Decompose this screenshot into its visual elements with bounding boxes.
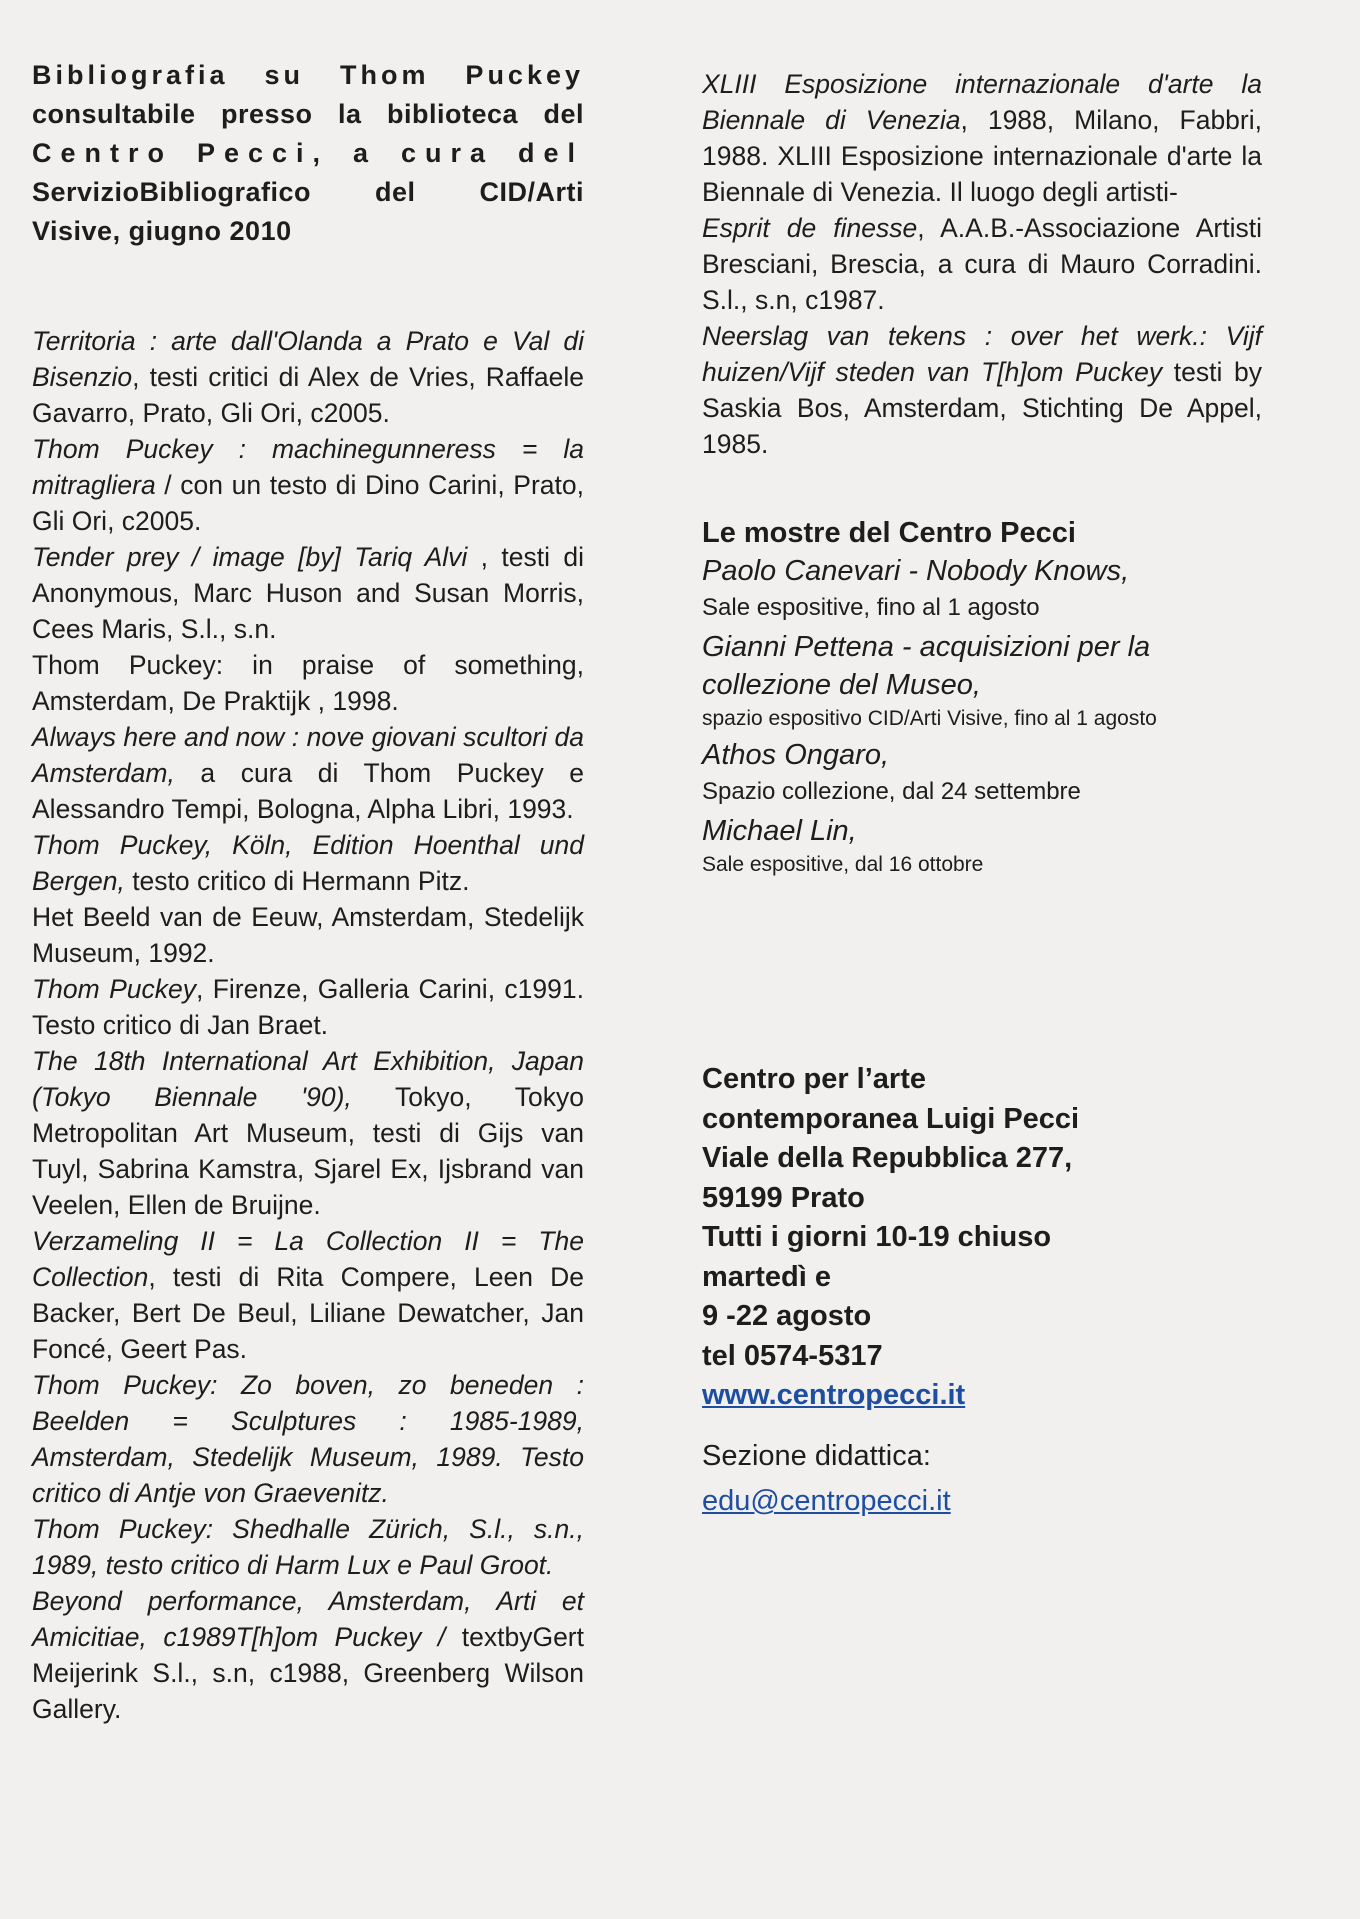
- entry-title: The 18th International Art Exhibition, Japan (Tokyo Biennale '90),: [32, 1046, 584, 1112]
- contact-line: Viale della Repubblica 277,: [702, 1142, 1073, 1174]
- show-name: Michael Lin,: [702, 815, 857, 847]
- heading-line: ServizioBibliografico del CID/Arti: [32, 177, 584, 207]
- show-detail: Sale espositive, dal 16 ottobre: [702, 853, 984, 876]
- entry-details: testi by Saskia Bos, Amsterdam, Stichting De Appel, 1985.: [702, 357, 1262, 459]
- entry-details: , A.A.B.-Associazione Artisti Bresciani, Brescia, a cura di Mauro Corradini. S.l., s.n, c1987.: [702, 213, 1262, 315]
- bibliography-entry: [32, 1511, 584, 1583]
- shows-list: [702, 552, 1262, 880]
- bibliography-heading: [32, 56, 584, 251]
- bibliography-entry: [32, 1043, 584, 1223]
- entry-title: Thom Puckey: Zo boven, zo beneden : Beelden = Sculptures : 1985-1989, Amsterdam, Stedelijk Museum, 1989. Testo critico di Antje von Graevenitz.: [32, 1370, 584, 1508]
- entry-details: , testi critici di Alex de Vries, Raffaele Gavarro, Prato, Gli Ori, c2005.: [32, 362, 584, 428]
- heading-line: Visive, giugno 2010: [32, 216, 292, 246]
- email-link[interactable]: edu@centropecci.it: [702, 1485, 951, 1517]
- entry-title: Esprit de finesse: [702, 213, 918, 243]
- entry-details: , 1988, Milano, Fabbri, 1988. XLIII Esposizione internazionale d'arte la Biennale di Venezia. Il luogo degli artisti-: [702, 105, 1262, 207]
- heading-line: Bibliografia su Thom Puckey: [32, 60, 584, 90]
- didactic-label: Sezione didattica:: [702, 1440, 931, 1472]
- contact-line: Centro per l’arte: [702, 1063, 926, 1095]
- show-name: Gianni Pettena - acquisizioni per la collezione del Museo,: [702, 631, 1151, 701]
- bibliography-entry: [32, 539, 584, 647]
- left-column: [32, 56, 584, 1727]
- website-link[interactable]: www.centropecci.it: [702, 1379, 966, 1411]
- bibliography-entry: [32, 647, 584, 719]
- entry-details: testo critico di Hermann Pitz.: [124, 866, 470, 896]
- contact-block: [702, 1060, 1262, 1521]
- bibliography-entry: [32, 971, 584, 1043]
- contact-line: 59199 Prato: [702, 1181, 865, 1214]
- heading-line: Centro Pecci, a cura del: [32, 138, 584, 168]
- entry-details: / con un testo di Dino Carini, Prato, Gli Ori, c2005.: [32, 470, 584, 536]
- contact-line: 9 -22 agosto: [702, 1300, 872, 1332]
- bibliography-entry: [702, 210, 1262, 318]
- entry-title: Territoria : arte dall'Olanda a Prato e Val di Bisenzio: [32, 326, 584, 392]
- entry-title: Beyond performance, Amsterdam, Arti et Amicitiae, c1989T[h]om Puckey /: [32, 1586, 584, 1652]
- right-column: [702, 66, 1262, 1521]
- entry-details: Tokyo, Tokyo Metropolitan Art Museum, testi di Gijs van Tuyl, Sabrina Kamstra, Sjarel Ex, Ijsbrand van Veelen, Ellen de Bruijne.: [32, 1082, 584, 1220]
- entry-details: Thom Puckey: in praise of something, Amsterdam, De Praktijk , 1998.: [32, 650, 584, 716]
- entry-details: , Firenze, Galleria Carini, c1991. Testo critico di Jan Braet.: [32, 974, 584, 1040]
- entry-details: a cura di Thom Puckey e Alessandro Tempi, Bologna, Alpha Libri, 1993.: [32, 758, 584, 824]
- bibliography-entry: [32, 431, 584, 539]
- bibliography-entry: [702, 66, 1262, 210]
- bibliography-entry: [32, 1367, 584, 1511]
- show-name: Athos Ongaro,: [702, 739, 889, 771]
- entry-title: Thom Puckey : machinegunneress = la mitragliera: [32, 434, 584, 500]
- entry-title: XLIII Esposizione internazionale d'arte la Biennale di Venezia: [702, 69, 1262, 135]
- entry-title: Thom Puckey: Shedhalle Zürich, S.l., s.n., 1989, testo critico di Harm Lux e Paul Groot.: [32, 1514, 584, 1580]
- entry-title: Thom Puckey: [32, 974, 196, 1004]
- bibliography-entry: [32, 719, 584, 827]
- bibliography-entry: [32, 1583, 584, 1727]
- entry-title: Neerslag van tekens : over het werk.: Vijf huizen/Vijf steden van T[h]om Puckey: [702, 321, 1262, 387]
- shows-title: Le mostre del Centro Pecci: [702, 517, 1076, 549]
- show-detail: Sale espositive, fino al 1 agosto: [702, 594, 1040, 621]
- contact-line: contemporanea Luigi Pecci: [702, 1102, 1080, 1135]
- bibliography-entry: [32, 323, 584, 431]
- entry-title: Verzameling II = La Collection II = The Collection: [32, 1226, 584, 1292]
- contact-line: tel 0574-5317: [702, 1339, 883, 1372]
- entry-details: , testi di Anonymous, Marc Huson and Susan Morris, Cees Maris, S.l., s.n.: [32, 542, 584, 644]
- bibliography-entry: [32, 899, 584, 971]
- show-detail: Spazio collezione, dal 24 settembre: [702, 778, 1081, 805]
- entry-details: Het Beeld van de Eeuw, Amsterdam, Stedelijk Museum, 1992.: [32, 902, 584, 968]
- entry-details: textbyGert Meijerink S.l., s.n, c1988, Greenberg Wilson Gallery.: [32, 1622, 584, 1724]
- bibliography-entry: [702, 318, 1262, 462]
- heading-line: consultabile presso la biblioteca del: [32, 99, 584, 129]
- bibliography-list: [32, 323, 584, 1727]
- bibliography-entry: [32, 827, 584, 899]
- bibliography-entry: [32, 1223, 584, 1367]
- show-name: Paolo Canevari - Nobody Knows,: [702, 555, 1130, 587]
- entry-title: Tender prey / image [by] Tariq Alvi: [32, 542, 468, 572]
- entry-title: Thom Puckey, Köln, Edition Hoenthal und Bergen,: [32, 830, 584, 896]
- entry-title: Always here and now : nove giovani scultori da Amsterdam,: [32, 722, 584, 788]
- show-detail: spazio espositivo CID/Arti Visive, fino al 1 agosto: [702, 707, 1157, 730]
- contact-line: Tutti i giorni 10-19 chiuso: [702, 1221, 1052, 1253]
- contact-line: martedì e: [702, 1260, 831, 1293]
- entry-details: , testi di Rita Compere, Leen De Backer, Bert De Beul, Liliane Dewatcher, Jan Foncé, Geert Pas.: [32, 1262, 584, 1364]
- bibliography-list-continued: [702, 66, 1262, 462]
